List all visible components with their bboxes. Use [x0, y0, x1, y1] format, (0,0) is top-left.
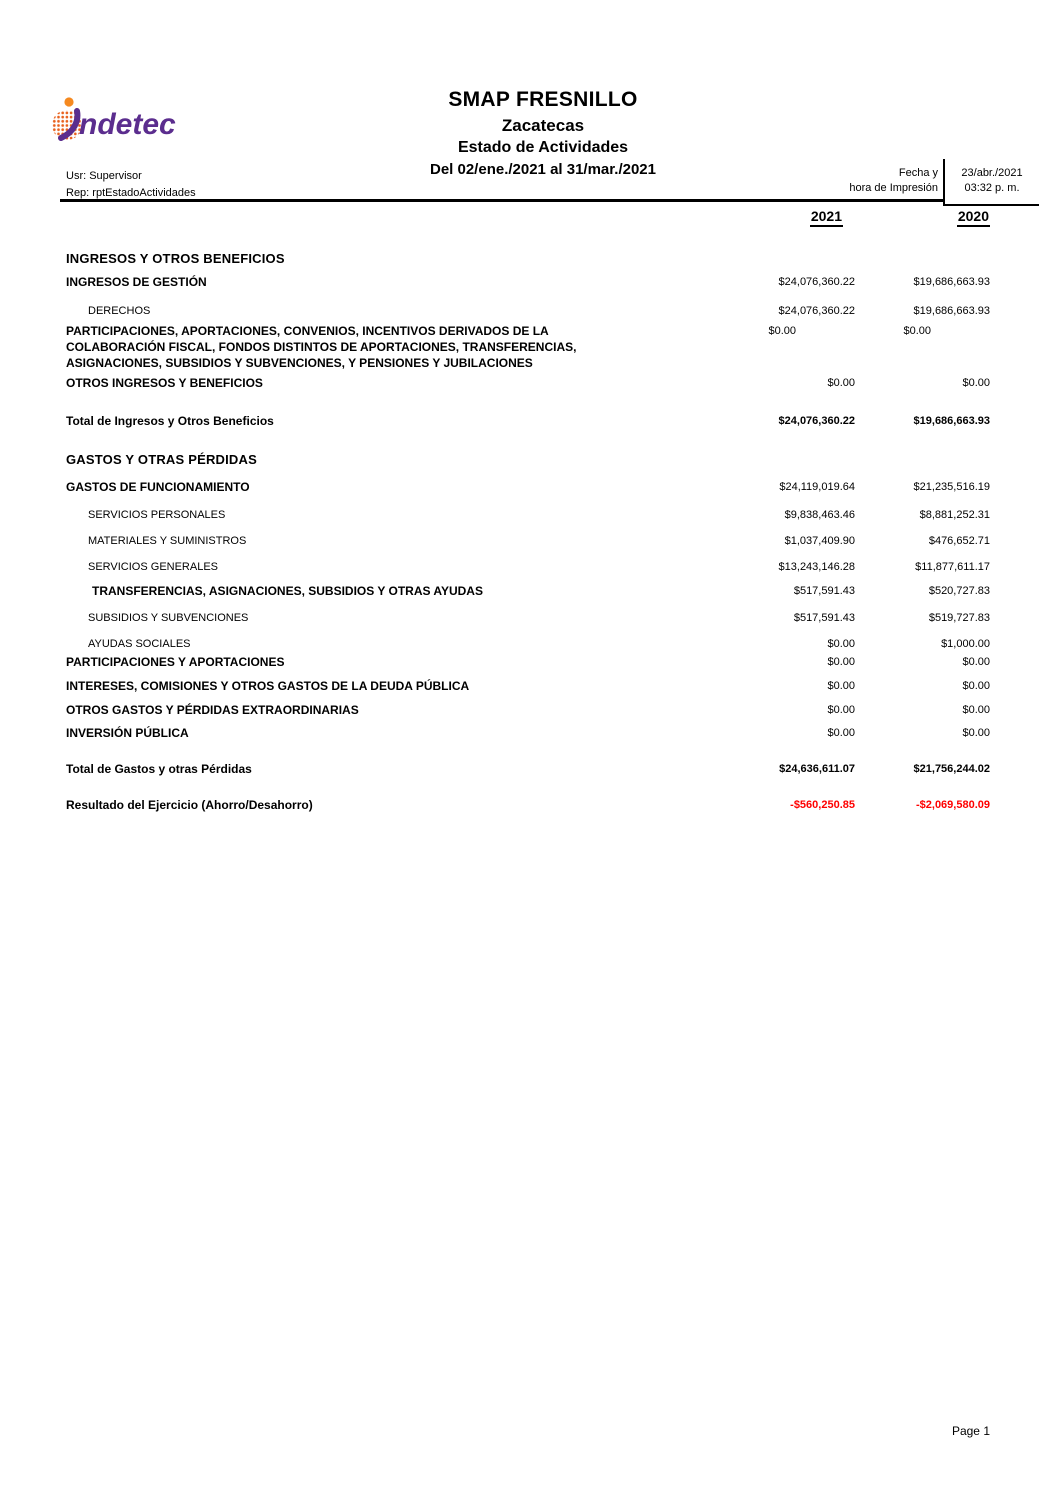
- row-value-2020: $0.00: [962, 377, 990, 389]
- row-label: OTROS INGRESOS Y BENEFICIOS: [66, 376, 263, 390]
- row-value-2021: $13,243,146.28: [778, 561, 855, 573]
- row-value-2020: $8,881,252.31: [919, 509, 990, 521]
- table-row: [66, 654, 990, 670]
- row-label: INGRESOS DE GESTIÓN: [66, 275, 207, 289]
- table-row: [66, 375, 990, 391]
- row-value-2021: $0.00: [827, 656, 855, 668]
- print-datetime-label: Fecha y hora de Impresión: [849, 167, 938, 194]
- row-value-2020: $0.00: [962, 656, 990, 668]
- row-value-2020: $520,727.83: [928, 585, 990, 597]
- column-header-2020: 2020: [957, 208, 990, 224]
- row-value-2020: -$2,069,580.09: [915, 799, 990, 811]
- row-value-2020: $19,686,663.93: [913, 276, 990, 288]
- table-row: [66, 323, 990, 371]
- row-value-2021: $24,119,019.64: [779, 481, 855, 493]
- table-row-section-gastos: [66, 451, 990, 468]
- row-value-2020: $1,000.00: [941, 638, 990, 650]
- row-value-2021: $0.00: [827, 680, 855, 692]
- table-row-resultado: [66, 797, 990, 813]
- row-value-2021: $24,076,360.22: [778, 276, 855, 288]
- row-value-2021: $0.00: [827, 704, 855, 716]
- table-row: [66, 303, 990, 319]
- row-value-2021: -$560,250.85: [790, 799, 855, 811]
- row-label: TRANSFERENCIAS, ASIGNACIONES, SUBSIDIOS Y OTRAS AYUDAS: [92, 584, 483, 598]
- row-value-2020: $11,877,611.17: [915, 561, 990, 573]
- row-value-2021: $9,838,463.46: [784, 509, 855, 521]
- entity-state: Zacatecas: [501, 115, 585, 135]
- row-value-2020: $0.00: [962, 704, 990, 716]
- row-label: PARTICIPACIONES Y APORTACIONES: [66, 655, 285, 669]
- row-value-2020: $476,652.71: [928, 535, 990, 547]
- table-row: [66, 559, 990, 575]
- row-label: MATERIALES Y SUMINISTROS: [88, 535, 247, 547]
- row-value-2021: $0.00: [827, 727, 855, 739]
- table-row: [66, 702, 990, 718]
- row-value-2020: $21,756,244.02: [913, 763, 990, 775]
- row-value-2020: $0.00: [962, 680, 990, 692]
- section-title: GASTOS Y OTRAS PÉRDIDAS: [66, 452, 257, 467]
- user-label: Usr: Supervisor: [66, 170, 142, 182]
- table-row: [66, 610, 990, 626]
- row-label: DERECHOS: [88, 305, 151, 317]
- row-value-2021: $517,591.43: [793, 612, 855, 624]
- row-value-2021: $24,636,611.07: [779, 763, 855, 775]
- header-rule-vertical: [943, 159, 945, 206]
- report-id-label: Rep: rptEstadoActividades: [66, 187, 196, 199]
- table-row: [66, 274, 990, 290]
- row-label: Total de Ingresos y Otros Beneficios: [66, 414, 274, 428]
- row-value-2020: $19,686,663.93: [913, 415, 990, 427]
- table-row-section-ingresos: [66, 250, 990, 267]
- print-time: 03:32 p. m.: [964, 182, 1020, 194]
- row-label: AYUDAS SOCIALES: [88, 638, 191, 650]
- row-label: SUBSIDIOS Y SUBVENCIONES: [88, 612, 249, 624]
- row-value-2021: $0.00: [827, 638, 855, 650]
- row-value-2021: $24,076,360.22: [778, 415, 855, 427]
- row-label: INTERESES, COMISIONES Y OTROS GASTOS DE LA DEUDA PÚBLICA: [66, 679, 470, 693]
- row-value-2021: $24,076,360.22: [778, 305, 855, 317]
- row-label: Resultado del Ejercicio (Ahorro/Desahorro): [66, 798, 313, 812]
- row-value-2021: $0.00: [827, 377, 855, 389]
- row-value-2020: $19,686,663.93: [913, 305, 990, 317]
- row-value-2020: $21,235,516.19: [913, 481, 990, 493]
- table-row-total-gastos: [66, 761, 990, 777]
- logo-text: ndetec: [79, 108, 176, 141]
- row-label: OTROS GASTOS Y PÉRDIDAS EXTRAORDINARIAS: [66, 703, 359, 717]
- table-row: [66, 507, 990, 523]
- report-titles: [28, 88, 1058, 178]
- table-row: [66, 725, 990, 741]
- row-value-2020: $0.00: [962, 727, 990, 739]
- table-row: [66, 583, 990, 599]
- row-label: SERVICIOS GENERALES: [88, 561, 219, 573]
- report-period: Del 02/ene./2021 al 31/mar./2021: [429, 160, 656, 178]
- table-row: [66, 479, 990, 495]
- row-label: Total de Gastos y otras Pérdidas: [66, 762, 252, 776]
- table-row: [66, 636, 990, 652]
- row-label: INVERSIÓN PÚBLICA: [66, 726, 189, 740]
- row-value-2021: $0.00: [768, 325, 796, 337]
- table-row-total-ingresos: [66, 413, 990, 429]
- print-date: 23/abr./2021: [961, 167, 1023, 179]
- section-title: INGRESOS Y OTROS BENEFICIOS: [66, 251, 285, 266]
- row-label: GASTOS DE FUNCIONAMIENTO: [66, 480, 250, 494]
- row-value-2020: $519,727.83: [928, 612, 990, 624]
- header-rule: [60, 199, 943, 202]
- print-datetime-value: [946, 166, 1038, 196]
- header-rule-right: [943, 204, 1039, 206]
- page-number: Page 1: [951, 1424, 990, 1438]
- row-value-2021: $1,037,409.90: [784, 535, 855, 547]
- table-row: [66, 533, 990, 549]
- table-row: [66, 678, 990, 694]
- row-value-2021: $517,591.43: [793, 585, 855, 597]
- column-header-2021: 2021: [810, 208, 843, 224]
- statement-table: [66, 245, 990, 813]
- row-value-2020: $0.00: [903, 325, 931, 337]
- entity-title: SMAP FRESNILLO: [448, 88, 638, 111]
- row-label: SERVICIOS PERSONALES: [88, 509, 226, 521]
- row-label: PARTICIPACIONES, APORTACIONES, CONVENIOS, INCENTIVOS DERIVADOS DE LA COLABORACIÓN FISCAL, FONDOS DISTINTOS DE APORTACIONES, TRANSFERENCIAS, ASIGNACIONES, SUBSIDIOS Y SUBVENCIONES, Y PENSIONES Y JUBILACIONES: [66, 324, 577, 370]
- report-name: Estado de Actividades: [457, 138, 629, 156]
